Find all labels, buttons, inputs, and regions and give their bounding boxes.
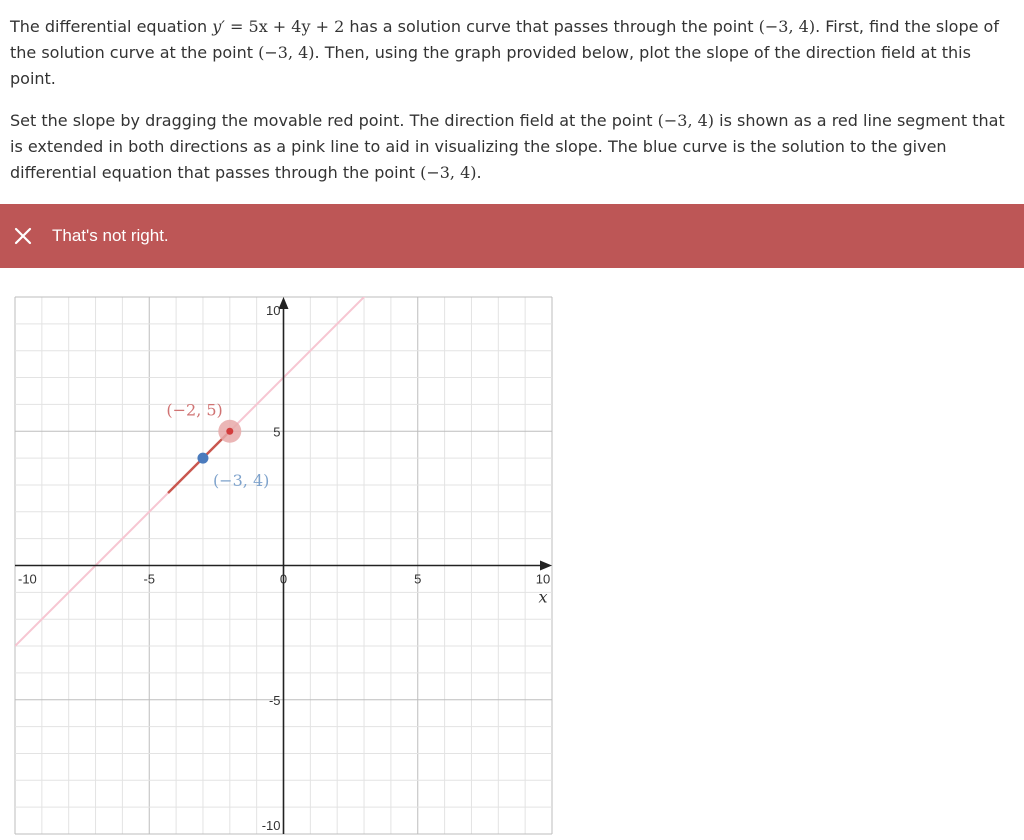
point-math: (−3, 4) — [420, 163, 477, 182]
instruction-text: Set the slope by dragging the movable red point. The direction field at the point — [10, 111, 658, 130]
x-tick-label: -5 — [143, 571, 156, 587]
point-math: (−3, 4) — [657, 111, 715, 130]
problem-text: . First, find the slope of the solution curve at the point — [10, 17, 999, 62]
point-math: (−3, 4) — [258, 43, 315, 62]
problem-text: . Then, using the graph provided below, plot the slope of the direction field at this point. — [10, 43, 971, 88]
direction-field-graph[interactable] — [0, 290, 570, 840]
equation: y′ = 5x + 4y + 2 — [212, 17, 345, 36]
instruction-text: is shown as a red line segment that is extended in both directions as a pink line to aid in visualizing the slope. The blue curve is the solution to the given differential equation that passes through the point — [10, 111, 1005, 182]
feedback-banner — [0, 204, 1024, 268]
point-math: (−3, 4) — [758, 17, 816, 36]
x-tick-label: 10 — [535, 571, 551, 587]
x-tick-label: -10 — [18, 571, 37, 587]
fixed-point-label: (−3, 4) — [212, 471, 270, 491]
close-icon — [10, 223, 36, 249]
fixed-point — [197, 453, 208, 464]
y-tick-label: -5 — [268, 692, 281, 708]
problem-text: has a solution curve that passes through the point — [344, 17, 759, 36]
problem-text: The differential equation — [10, 17, 213, 36]
movable-point[interactable] — [226, 428, 233, 435]
x-axis-label: x — [538, 587, 548, 607]
x-tick-label: 0 — [279, 571, 288, 587]
y-tick-label: 10 — [266, 303, 281, 318]
y-tick-label: 5 — [273, 424, 281, 440]
y-tick-label: -10 — [261, 818, 281, 833]
feedback-text: That's not right. — [52, 226, 169, 245]
x-tick-label: 5 — [414, 571, 422, 587]
movable-point-label: (−2, 5) — [166, 400, 223, 420]
problem-statement — [10, 14, 1010, 92]
instructions — [10, 108, 1010, 186]
instruction-text: . — [476, 163, 482, 182]
